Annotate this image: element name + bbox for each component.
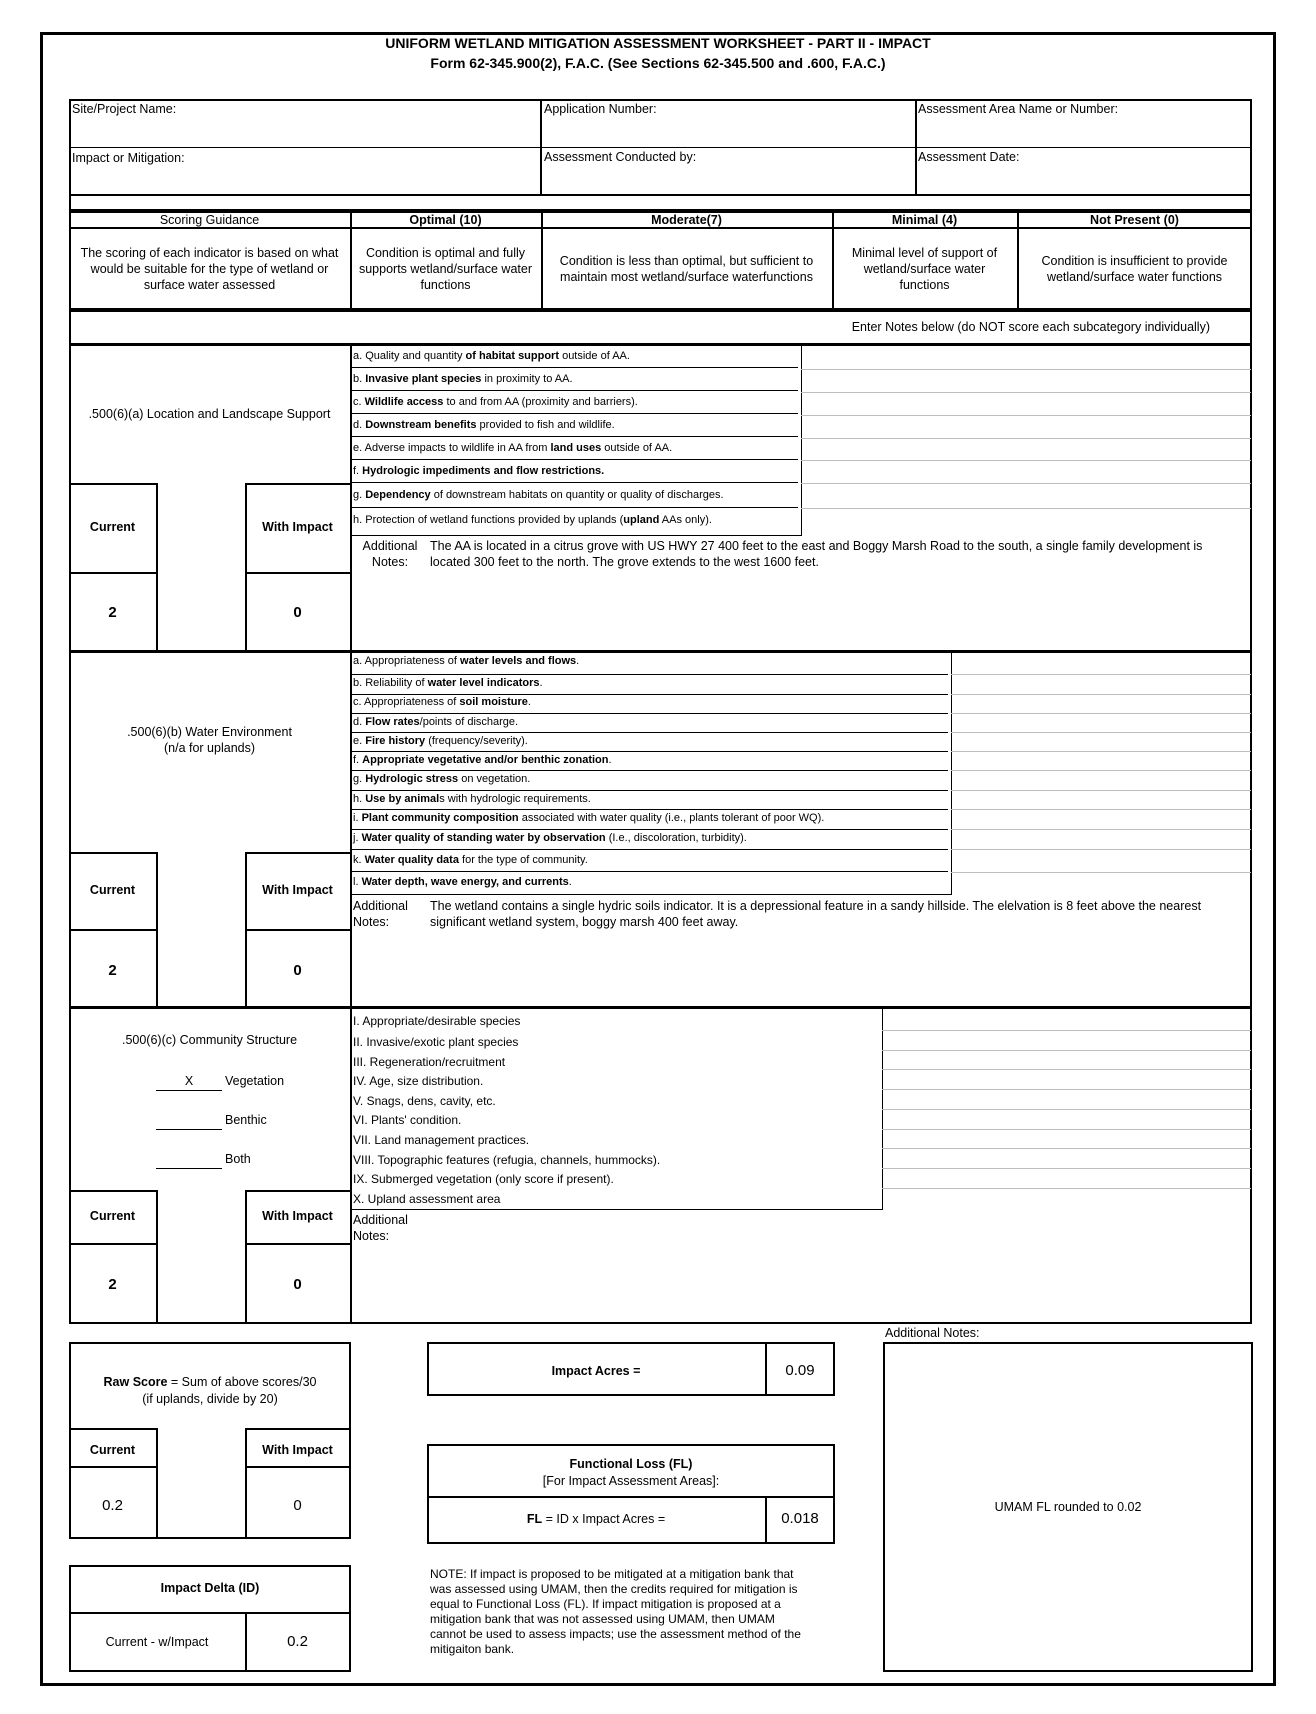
- water-current-label: Current: [89, 883, 136, 897]
- water-title: .500(6)(b) Water Environment (n/a for uplands): [127, 725, 292, 755]
- water-with-impact-label: With Impact: [262, 883, 333, 897]
- impact-acres-label: Impact Acres =: [551, 1364, 641, 1378]
- benthic-blank[interactable]: [156, 1129, 222, 1130]
- location-with-impact-label: With Impact: [262, 520, 333, 534]
- application-number-label: Application Number:: [544, 102, 657, 116]
- community-current-score[interactable]: 2: [108, 1276, 117, 1293]
- umam-note: NOTE: If impact is proposed to be mitigated at a mitigation bank that was assessed using UMAM, then the credits required for mitigation is equal to Functional Loss (FL). If impact mitigation is proposed at a mitigation bank that was not assessed using UMAM, then UMAM cannot be used to assess impacts; use the assessment method of the mitigaiton bank.: [430, 1567, 801, 1656]
- guidance-desc-not-present: Condition is insufficient to provide wetland/surface water functions: [1041, 254, 1228, 284]
- water-item: b. Reliability of water level indicators.: [353, 677, 543, 689]
- impact-delta-label: Impact Delta (ID): [160, 1581, 260, 1595]
- assessment-conducted-by-label: Assessment Conducted by:: [544, 150, 697, 164]
- guidance-header-scoring: Scoring Guidance: [159, 213, 260, 227]
- location-current-label: Current: [89, 520, 136, 534]
- community-item-list: [353, 1007, 880, 1209]
- benthic-label: Benthic: [225, 1113, 267, 1127]
- community-item: X. Upland assessment area: [353, 1192, 501, 1206]
- impact-delta-formula: Current - w/Impact: [105, 1635, 209, 1649]
- water-item: i. Plant community composition associated with water quality (i.e., plants tolerant of poor WQ).: [353, 812, 825, 824]
- community-item: IV. Age, size distribution.: [353, 1074, 484, 1088]
- location-notes[interactable]: The AA is located in a citrus grove with US HWY 27 400 feet to the east and Boggy Marsh Road to the south, a single family development is located 300 feet to the north. The grove extends to the west 1600 feet.: [430, 539, 1203, 569]
- community-with-impact-label: With Impact: [262, 1209, 333, 1223]
- community-item: IX. Submerged vegetation (only score if present).: [353, 1172, 614, 1186]
- guidance-desc-optimal: Condition is optimal and fully supports wetland/surface water functions: [358, 246, 532, 292]
- raw-current-score: 0.2: [102, 1497, 123, 1514]
- water-item: c. Appropriateness of soil moisture.: [353, 696, 531, 708]
- water-item-list: [353, 651, 949, 894]
- additional-notes-label: Additional Notes:: [885, 1326, 980, 1340]
- raw-with-impact-score: 0: [293, 1497, 302, 1514]
- location-item: a. Quality and quantity of habitat support outside of AA.: [353, 350, 630, 362]
- community-item: III. Regeneration/recruitment: [353, 1055, 506, 1069]
- water-item: d. Flow rates/points of discharge.: [353, 716, 519, 728]
- guidance-desc-minimal: Minimal level of support of wetland/surface water functions: [851, 246, 998, 292]
- community-item: VII. Land management practices.: [353, 1133, 530, 1147]
- raw-current-label: Current: [89, 1443, 136, 1457]
- both-label: Both: [225, 1152, 251, 1166]
- water-item: a. Appropriateness of water levels and flows.: [353, 655, 580, 667]
- fl-value: 0.018: [781, 1510, 819, 1527]
- vegetation-mark[interactable]: X: [184, 1074, 194, 1088]
- water-current-score[interactable]: 2: [108, 962, 117, 979]
- community-current-label: Current: [89, 1209, 136, 1223]
- water-notes[interactable]: The wetland contains a single hydric soils indicator. It is a depressional feature in a sandy hillside. The elelvation is 8 feet above the nearest significant wetland system, boggy marsh 400 feet away.: [430, 899, 1202, 929]
- water-item: e. Fire history (frequency/severity).: [353, 735, 528, 747]
- both-blank[interactable]: [156, 1168, 222, 1169]
- water-notes-label: Additional Notes:: [353, 899, 408, 929]
- guidance-header-minimal: Minimal (4): [891, 213, 958, 227]
- community-title: .500(6)(c) Community Structure: [121, 1033, 298, 1047]
- impact-acres-value[interactable]: 0.09: [785, 1362, 815, 1379]
- community-item: VI. Plants' condition.: [353, 1113, 462, 1127]
- community-item: VIII. Topographic features (refugia, channels, hummocks).: [353, 1153, 661, 1167]
- water-with-impact-score[interactable]: 0: [293, 962, 302, 979]
- functional-loss-title: Functional Loss (FL) [For Impact Assessment Areas]:: [542, 1457, 720, 1488]
- location-item: c. Wildlife access to and from AA (proximity and barriers).: [353, 396, 638, 408]
- site-name-label: Site/Project Name:: [72, 102, 177, 116]
- fl-formula: FL = ID x Impact Acres =: [526, 1512, 666, 1526]
- guidance-header-optimal: Optimal (10): [409, 213, 482, 227]
- location-item: e. Adverse impacts to wildlife in AA from land uses outside of AA.: [353, 442, 673, 454]
- location-with-impact-score[interactable]: 0: [293, 604, 302, 621]
- location-current-score[interactable]: 2: [108, 604, 117, 621]
- community-item: V. Snags, dens, cavity, etc.: [353, 1094, 496, 1108]
- assessment-area-label: Assessment Area Name or Number:: [918, 102, 1119, 116]
- page-title: UNIFORM WETLAND MITIGATION ASSESSMENT WORKSHEET - PART II - IMPACT: [385, 35, 931, 51]
- water-item: f. Appropriate vegetative and/or benthic zonation.: [353, 754, 612, 766]
- location-item-list: [353, 344, 799, 534]
- water-item: j. Water quality of standing water by observation (I.e., discoloration, turbidity).: [353, 832, 747, 844]
- impact-or-mitigation-label: Impact or Mitigation:: [72, 151, 185, 165]
- guidance-header-not-present: Not Present (0): [1090, 213, 1179, 227]
- community-with-impact-score[interactable]: 0: [293, 1276, 302, 1293]
- community-item: II. Invasive/exotic plant species: [353, 1035, 519, 1049]
- community-notes-label: Additional Notes:: [353, 1213, 408, 1243]
- impact-delta-value: 0.2: [287, 1633, 308, 1650]
- water-item: l. Water depth, wave energy, and currents.: [353, 876, 572, 888]
- water-item: h. Use by animals with hydrologic requirements.: [353, 793, 591, 805]
- vegetation-label: Vegetation: [225, 1074, 285, 1088]
- water-item: k. Water quality data for the type of community.: [353, 854, 588, 866]
- assessment-date-label: Assessment Date:: [918, 150, 1020, 164]
- additional-notes-text: UMAM FL rounded to 0.02: [994, 1500, 1142, 1514]
- guidance-header-moderate: Moderate(7): [651, 213, 722, 227]
- notes-instruction: Enter Notes below (do NOT score each subcategory individually): [851, 320, 1210, 334]
- community-item: I. Appropriate/desirable species: [353, 1014, 521, 1028]
- raw-score-label: Raw Score = Sum of above scores/30 (if uplands, divide by 20): [103, 1375, 317, 1406]
- page-subtitle: Form 62-345.900(2), F.A.C. (See Sections 62-345.500 and .600, F.A.C.): [430, 55, 886, 71]
- raw-with-impact-label: With Impact: [262, 1443, 333, 1457]
- water-item: g. Hydrologic stress on vegetation.: [353, 773, 531, 785]
- location-item: f. Hydrologic impediments and flow restrictions.: [353, 465, 605, 477]
- location-notes-label: Additional Notes:: [362, 539, 418, 569]
- location-item: h. Protection of wetland functions provided by uplands (upland AAs only).: [353, 514, 712, 526]
- guidance-desc-moderate: Condition is less than optimal, but sufficient to maintain most wetland/surface waterfunctions: [559, 254, 814, 284]
- location-item: g. Dependency of downstream habitats on quantity or quality of discharges.: [353, 489, 724, 501]
- location-item: b. Invasive plant species in proximity to AA.: [353, 373, 573, 385]
- guidance-desc-scoring: The scoring of each indicator is based on what would be suitable for the type of wetland or surface water assessed: [80, 246, 339, 292]
- location-title: .500(6)(a) Location and Landscape Support: [88, 407, 331, 421]
- location-item: d. Downstream benefits provided to fish and wildlife.: [353, 419, 615, 431]
